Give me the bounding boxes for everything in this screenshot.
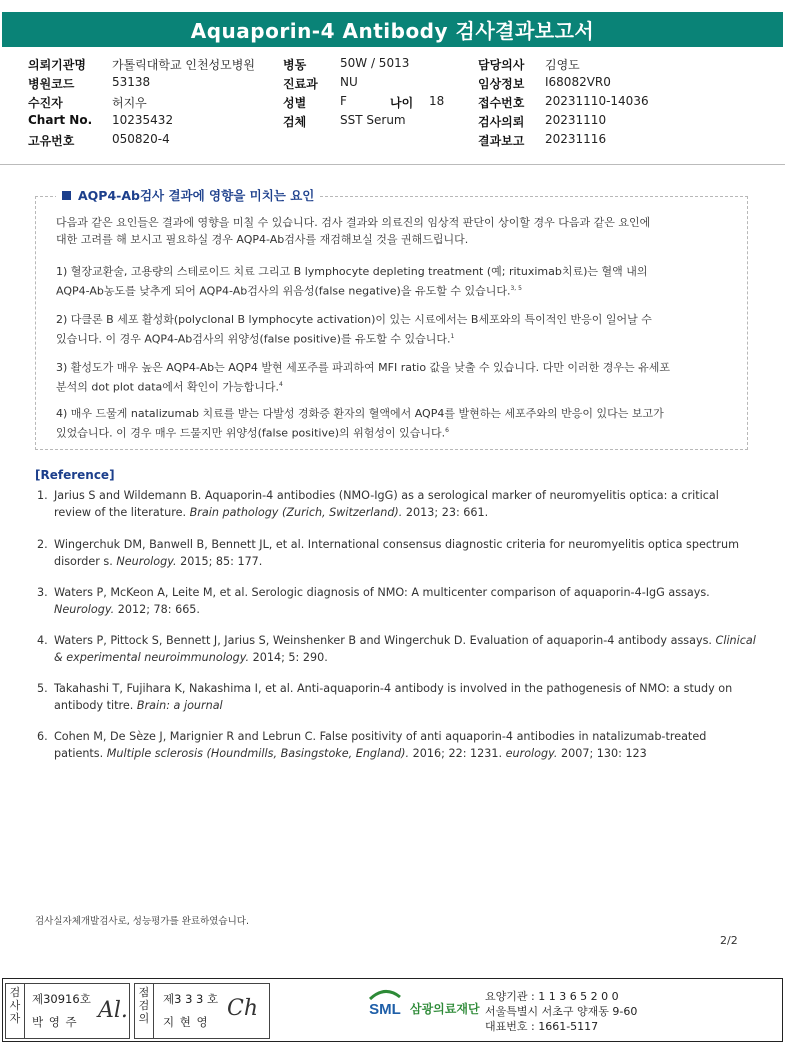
reference-3 — [37, 584, 757, 618]
receipt-value: 20231110-14036 — [545, 94, 649, 108]
reference-4-number: 4. — [37, 634, 48, 647]
reference-2-journal: Neurology. — [116, 555, 177, 568]
reference-6-body — [37, 728, 757, 762]
item4-line-1: 4) 매우 드물게 natalizumab 치료를 받는 다발성 경화증 환자의 혈액에서 AQP4를 발현하는 세포주와의 반응이 있다는 보고가 — [56, 407, 664, 420]
department-label: 진료과 — [283, 77, 318, 91]
unique-label: 고유번호 — [28, 134, 75, 148]
tester-signature-icon: Al. — [98, 998, 128, 1023]
approver-separator — [153, 984, 154, 1038]
specimen-value: SST Serum — [340, 113, 406, 127]
department-value: NU — [340, 75, 358, 89]
receipt-label: 접수번호 — [478, 96, 525, 110]
item1-citation: 3, 5 — [510, 285, 522, 292]
reference-5-number: 5. — [37, 682, 48, 695]
intro-line-1: 다음과 같은 요인들은 결과에 영향을 미칠 수 있습니다. 검사 결과와 의료진의 임상적 판단이 상이할 경우 다음과 같은 요인에 — [56, 216, 651, 229]
info-row-1 — [28, 55, 768, 74]
reference-1 — [37, 487, 757, 521]
validation-note: 검사실자체개발검사로, 성능평가를 완료하였습니다. — [35, 916, 249, 927]
hospital-code-label: 병원코드 — [28, 77, 75, 91]
tester-box — [5, 983, 130, 1039]
factor-item-1 — [56, 263, 746, 300]
reference-3-tail: 2012; 78: 665. — [117, 603, 200, 616]
approver-box — [134, 983, 270, 1039]
reference-4 — [37, 632, 757, 666]
page-number: 2/2 — [720, 934, 738, 947]
reference-1-body — [37, 487, 757, 521]
reference-3-journal: Neurology. — [54, 603, 115, 616]
item4-line-2-text: 있었습니다. 이 경우 매우 드물지만 위양성(false positive)의 위험성이 있습니다. — [56, 426, 446, 440]
sml-logo-icon — [366, 987, 404, 1021]
square-bullet-icon — [62, 191, 71, 200]
clinical-value: I68082VR0 — [545, 75, 611, 89]
tester-name: 박 영 주 — [32, 1015, 78, 1029]
age-value: 18 — [429, 94, 445, 108]
approver-label: 점검의 — [138, 986, 150, 1025]
reference-6-number: 6. — [37, 730, 48, 743]
item3-line-1: 3) 활성도가 매우 높은 AQP4-Ab는 AQP4 발현 세포주를 파괴하여 MFI ratio 값을 낮출 수 있습니다. 다만 이러한 경우는 유세포 — [56, 361, 671, 374]
patient-label: 수진자 — [28, 96, 63, 110]
item3-line-2-text: 분석의 dot plot data에서 확인이 가능합니다. — [56, 380, 280, 394]
request-value: 20231110 — [545, 113, 607, 127]
reference-1-text: Jarius S and Wildemann B. Aquaporin-4 antibodies (NMO-IgG) as a serological marker of neuromyelitis optica: a critical review of the literature. — [54, 489, 719, 519]
reference-5-text: Takahashi T, Fujihara K, Nakashima I, et al. Anti-aquaporin-4 antibody is involved in the pathogenesis of NMO: a study on antibody titre. — [54, 682, 733, 712]
info-row-5 — [28, 131, 768, 150]
factors-intro — [56, 214, 746, 248]
item1-line-2 — [56, 280, 746, 300]
reference-4-journal: Clinical & experimental neuroimmunology. — [54, 634, 756, 664]
item1-line-2-text: AQP4-Ab농도를 낮추게 되어 AQP4-Ab검사의 위음성(false negative)을 유도할 수 있습니다. — [56, 284, 511, 298]
reference-5-journal: Brain: a journal — [136, 699, 223, 712]
item2-line-2-text: 있습니다. 이 경우 AQP4-Ab검사의 위양성(false positive)를 유도할 수 있습니다. — [56, 332, 451, 346]
reference-4-text: Waters P, Pittock S, Bennett J, Jarius S, Weinshenker B and Wingerchuk D. Evaluation of aquaporin-4 antibody assays. — [54, 634, 712, 647]
reference-5 — [37, 680, 757, 714]
tester-label: 검사자 — [9, 986, 21, 1025]
ward-value: 50W / 5013 — [340, 56, 410, 70]
specimen-label: 검체 — [283, 115, 307, 129]
sml-logo-text: SML — [369, 1001, 401, 1018]
ward-label: 병동 — [283, 58, 307, 72]
header-divider — [0, 164, 785, 165]
chart-label: Chart No. — [28, 113, 93, 127]
reference-4-tail: 2014; 5: 290. — [252, 651, 328, 664]
reference-3-body — [37, 584, 757, 618]
lab-code: 요양기관 : 1 1 3 6 5 2 0 0 — [485, 990, 619, 1003]
reference-6 — [37, 728, 757, 762]
chart-value: 10235432 — [112, 113, 174, 127]
unique-value: 050820-4 — [112, 132, 170, 146]
reference-2 — [37, 536, 757, 570]
reference-6-text: Cohen M, De Sèze J, Marignier R and Lebrun C. False positivity of anti aquaporin-4 antibodies in natalizumab-treated patients. — [54, 730, 707, 760]
doctor-label: 담당의사 — [478, 58, 525, 72]
reference-6-tail: 2016; 22: 1231. — [412, 747, 503, 760]
lab-phone: 대표번호 : 1661-5117 — [485, 1020, 599, 1033]
report-value: 20231116 — [545, 132, 607, 146]
reference-6-tail-2: 2007; 130: 123 — [560, 747, 647, 760]
institution-label: 의뢰기관명 — [28, 58, 86, 72]
item4-line-2 — [56, 422, 746, 442]
item2-line-1: 2) 다클론 B 세포 활성화(polyclonal B lymphocyte activation)이 있는 시료에서는 B세포와의 특이적인 반응이 일어날 수 — [56, 313, 652, 326]
item2-line-2 — [56, 328, 746, 348]
reference-3-text: Waters P, McKeon A, Leite M, et al. Serologic diagnosis of NMO: A multicenter comparison of aquaporin-4-IgG assays. — [54, 586, 710, 599]
factor-item-3 — [56, 359, 746, 396]
approver-name: 지 현 영 — [163, 1015, 209, 1029]
factors-title — [56, 186, 320, 204]
info-row-4 — [28, 112, 768, 131]
approver-signature-icon: Ch — [227, 996, 259, 1021]
item1-line-1: 1) 혈장교환술, 고용량의 스테로이드 치료 그리고 B lymphocyte depleting treatment (예; rituximab치료)는 혈액 내의 — [56, 265, 648, 278]
sex-label: 성별 — [283, 96, 307, 110]
reference-2-text: Wingerchuk DM, Banwell B, Bennett JL, et al. International consensus diagnostic criteria for neuromyelitis optica spectrum disorder s. — [54, 538, 739, 568]
report-label: 결과보고 — [478, 134, 525, 148]
reference-2-number: 2. — [37, 538, 48, 551]
patient-value: 허지우 — [112, 96, 147, 110]
hospital-code-value: 53138 — [112, 75, 151, 89]
report-title: Aquaporin-4 Antibody 검사결과보고서 — [2, 12, 783, 47]
lab-address: 서울특별시 서초구 양재동 9-60 — [485, 1005, 638, 1018]
tester-number: 제30916호 — [32, 992, 91, 1006]
reference-6-journal-2: eurology. — [505, 747, 558, 760]
intro-line-2: 대한 고려를 해 보시고 필요하실 경우 AQP4-Ab검사를 재검해보실 것을 권해드립니다. — [56, 233, 469, 246]
lab-name: 삼광의료재단 — [410, 1002, 480, 1016]
reference-1-number: 1. — [37, 489, 48, 502]
reference-6-journal: Multiple sclerosis (Houndmills, Basingstoke, England). — [106, 747, 410, 760]
factor-item-4 — [56, 405, 746, 442]
clinical-label: 임상정보 — [478, 77, 525, 91]
info-row-2 — [28, 74, 768, 93]
item2-citation: 1 — [450, 333, 455, 340]
approver-number: 제3 3 3 호 — [163, 992, 219, 1006]
reference-1-journal: Brain pathology (Zurich, Switzerland). — [189, 506, 403, 519]
age-label: 나이 — [390, 96, 414, 110]
reference-1-tail: 2013; 23: 661. — [405, 506, 489, 519]
reference-3-number: 3. — [37, 586, 48, 599]
reference-4-body — [37, 632, 757, 666]
info-row-3 — [28, 93, 768, 112]
factor-item-2 — [56, 311, 746, 348]
reference-heading: [Reference] — [35, 468, 115, 482]
request-label: 검사의뢰 — [478, 115, 525, 129]
reference-5-body — [37, 680, 757, 714]
patient-info — [28, 55, 768, 150]
item3-line-2 — [56, 376, 746, 396]
sex-value: F — [340, 94, 347, 108]
tester-separator — [24, 984, 25, 1038]
factors-title-text: AQP4-Ab검사 결과에 영향을 미치는 요인 — [78, 188, 315, 203]
doctor-value: 김영도 — [545, 58, 580, 72]
reference-2-tail: 2015; 85: 177. — [180, 555, 263, 568]
item4-citation: 6 — [445, 427, 449, 434]
reference-2-body — [37, 536, 757, 570]
item3-citation: 4 — [279, 381, 283, 388]
institution-value: 가톨릭대학교 인천성모병원 — [112, 58, 255, 72]
